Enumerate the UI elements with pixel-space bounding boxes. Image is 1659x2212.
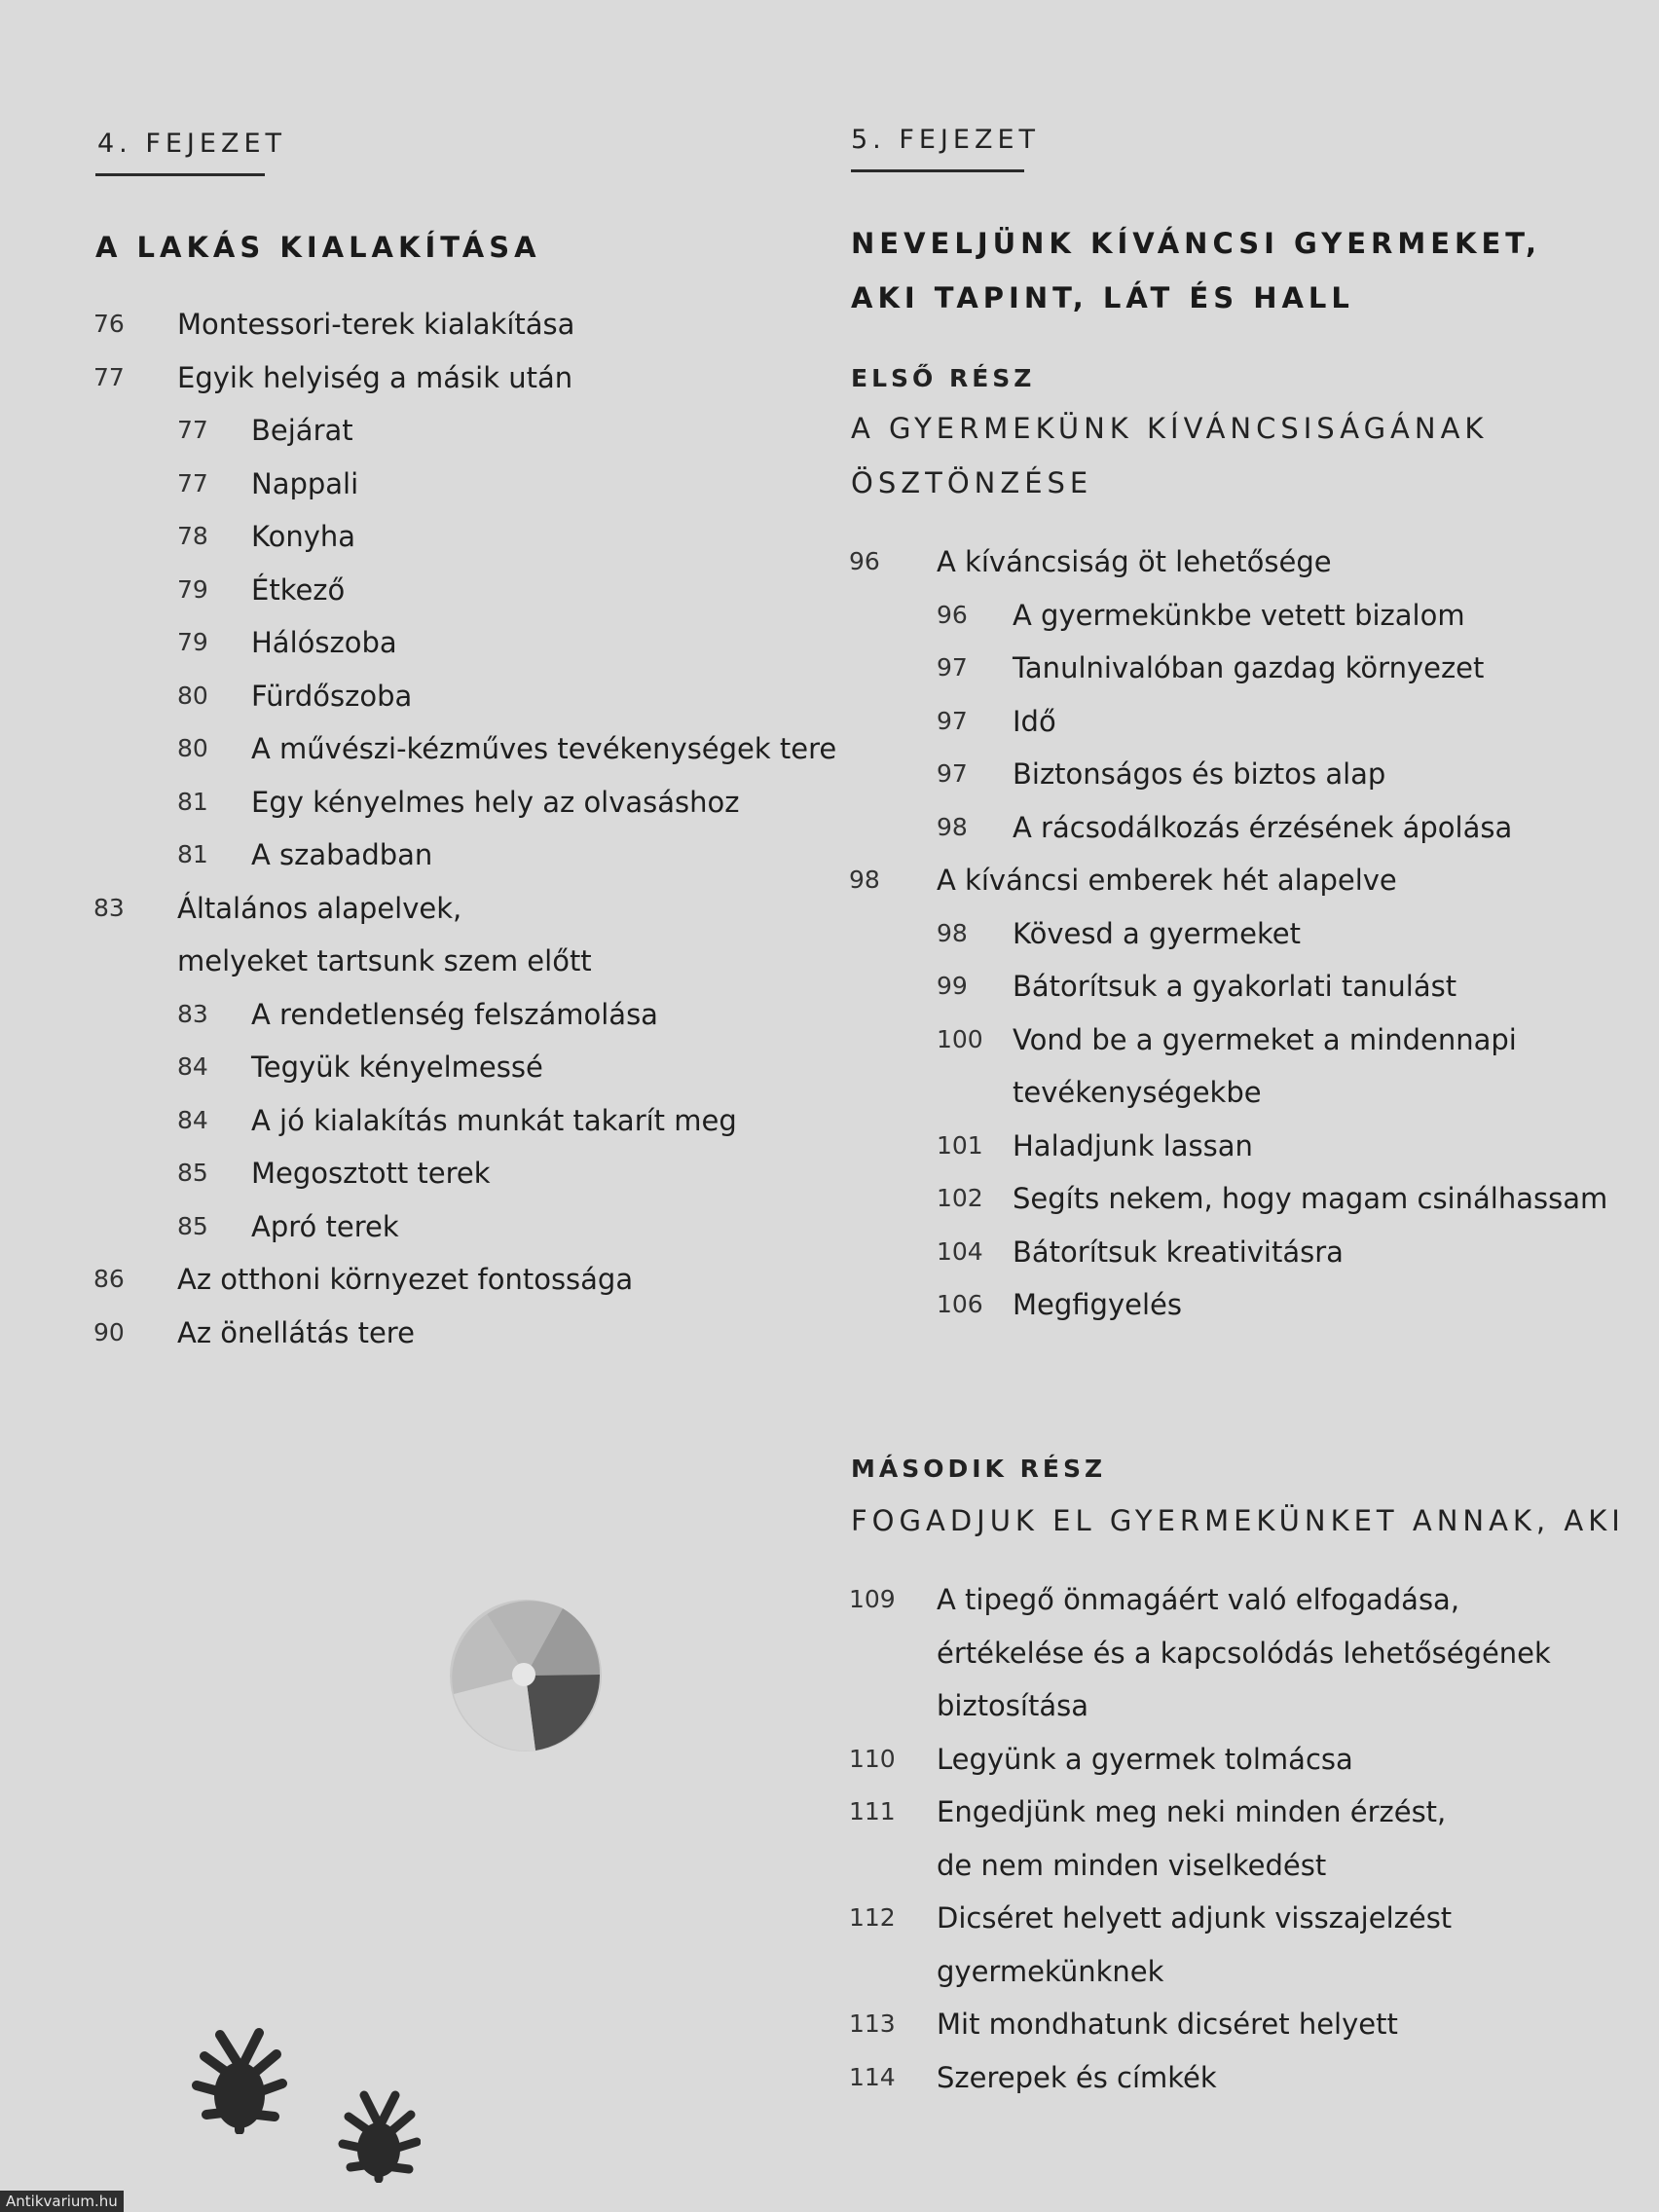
toc-page-number: 102	[937, 1184, 983, 1212]
toc-page-number: 77	[93, 362, 125, 391]
part-title-line: ÖSZTÖNZÉSE	[851, 466, 1093, 499]
toc-entry	[849, 1733, 1628, 1787]
toc-entry	[93, 988, 833, 1042]
toc-page-number: 86	[93, 1265, 125, 1293]
toc-entry-title: Megfigyelés	[1013, 1288, 1182, 1321]
toc-page-number: 97	[937, 706, 968, 735]
toc-entry-title: Általános alapelvek,	[177, 891, 462, 925]
toc-page-number: 79	[177, 574, 208, 604]
toc-entry-title: Dicséret helyett adjunk visszajelzést	[937, 1901, 1453, 1935]
toc-page-number: 109	[849, 1585, 896, 1613]
chapter-title-line: NEVELJÜNK KÍVÁNCSI GYERMEKET,	[851, 227, 1541, 260]
toc-entry	[93, 1200, 833, 1254]
part-title-line: A GYERMEKÜNK KÍVÁNCSISÁGÁNAK	[851, 412, 1489, 445]
toc-entry-title: Mit mondhatunk dicséret helyett	[937, 2008, 1398, 2041]
toc-entry	[849, 1120, 1628, 1173]
toc-entry-title: Szerepek és címkék	[937, 2060, 1217, 2094]
toc-page-number: 80	[177, 681, 208, 710]
chapter-label: 5. FEJEZET	[851, 125, 1041, 155]
toc-entry-title: A kíváncsiság öt lehetősége	[937, 545, 1332, 578]
toc-entry	[849, 1014, 1628, 1067]
toc-entry	[849, 1998, 1628, 2051]
toc-entry	[93, 458, 833, 511]
toc-list-part-1	[849, 535, 1628, 1332]
part-1-title	[851, 401, 1488, 510]
toc-page-number: 78	[177, 522, 208, 550]
toc-list-part-2	[849, 1573, 1628, 2104]
toc-entry	[849, 1573, 1628, 1627]
watermark: Antikvarium.hu	[0, 2191, 124, 2212]
toc-entry-title: Étkező	[251, 572, 346, 607]
toc-page-number: 96	[937, 600, 968, 629]
toc-page-number: 76	[93, 310, 125, 338]
toc-entry-title: Tegyük kényelmessé	[251, 1051, 543, 1084]
toc-entry-title: Tanulnivalóban gazdag környezet	[1013, 651, 1485, 684]
toc-entry	[93, 1094, 833, 1148]
toc-entry	[849, 854, 1628, 907]
toc-entry-title: Fürdőszoba	[251, 679, 413, 713]
toc-entry-title: Haladjunk lassan	[1013, 1128, 1253, 1162]
chapter-underline	[95, 173, 265, 176]
toc-page-number: 114	[849, 2062, 896, 2091]
toc-entry	[93, 1147, 833, 1200]
part-2-title	[851, 1493, 1625, 1548]
toc-entry	[849, 1786, 1628, 1839]
toc-entry-title: Hálószoba	[251, 626, 397, 659]
toc-page-number: 112	[849, 1903, 896, 1932]
toc-page-number: 98	[937, 812, 968, 841]
toc-entry	[93, 616, 833, 670]
chapter-label: 4. FEJEZET	[97, 129, 287, 159]
toc-entry	[849, 2051, 1628, 2105]
toc-entry-title: Bejárat	[251, 414, 353, 447]
toc-entry-title: Nappali	[251, 466, 359, 500]
toc-entry	[849, 1839, 1628, 1893]
toc-entry	[93, 1041, 833, 1094]
toc-page-number: 84	[177, 1052, 208, 1081]
toc-entry-title: Egyik helyiség a másik után	[177, 360, 573, 394]
toc-entry	[93, 351, 833, 405]
toc-page-number: 97	[937, 759, 968, 788]
toc-page-number: 83	[177, 999, 208, 1028]
toc-entry-title: Az önellátás tere	[177, 1315, 415, 1349]
beach-ball-icon	[448, 1597, 604, 1754]
toc-entry	[93, 722, 837, 776]
toc-entry-title: értékelése és a kapcsolódás lehetőségének	[937, 1636, 1551, 1670]
toc-entry-title: Egy kényelmes hely az olvasáshoz	[251, 785, 740, 819]
toc-entry-title: tevékenységekbe	[1013, 1076, 1262, 1109]
toc-entry-title: de nem minden viselkedést	[937, 1848, 1327, 1882]
toc-page-number: 81	[177, 787, 208, 816]
toc-page-number: 77	[177, 468, 208, 498]
toc-entry-title: A szabadban	[251, 838, 433, 871]
toc-entry-title: A művészi-kézműves tevékenységek tere	[251, 732, 837, 765]
toc-page-number: 90	[93, 1317, 125, 1346]
toc-entry	[849, 589, 1628, 643]
toc-entry-title: Megosztott terek	[251, 1157, 491, 1190]
toc-entry	[849, 801, 1628, 855]
toc-entry-title: Idő	[1013, 704, 1056, 738]
part-title-line: FOGADJUK EL GYERMEKÜNKET ANNAK, AKI	[851, 1504, 1625, 1537]
toc-entry-title: gyermekünknek	[937, 1954, 1164, 1988]
chapter-title-line: AKI TAPINT, LÁT ÉS HALL	[851, 281, 1354, 314]
toc-entry-title: A tipegő önmagáért való elfogadása,	[937, 1583, 1460, 1616]
toc-entry-title: A jó kialakítás munkát takarít meg	[251, 1103, 737, 1137]
toc-entry-title: melyeket tartsunk szem előtt	[177, 944, 592, 977]
toc-entry	[93, 510, 833, 564]
toc-page-number: 99	[937, 972, 968, 1000]
part-2-label: MÁSODIK RÉSZ	[851, 1455, 1107, 1483]
toc-entry	[849, 642, 1628, 695]
toc-entry-title: Engedjünk meg neki minden érzést,	[937, 1795, 1447, 1828]
toc-page-number: 77	[177, 416, 208, 444]
toc-page-number: 111	[849, 1797, 896, 1825]
toc-entry	[849, 960, 1628, 1014]
toc-entry	[849, 1627, 1628, 1680]
leaf-stamp-icon	[337, 2089, 421, 2183]
toc-entry	[849, 1278, 1628, 1332]
toc-entry	[849, 1679, 1628, 1733]
toc-entry	[93, 298, 833, 351]
toc-entry	[849, 1226, 1628, 1279]
toc-page-number: 84	[177, 1105, 208, 1134]
toc-entry	[93, 829, 833, 882]
toc-entry	[849, 1945, 1628, 1999]
toc-entry	[93, 935, 833, 988]
toc-entry-title: Konyha	[251, 520, 356, 553]
toc-list	[93, 298, 837, 1359]
chapter-underline	[851, 169, 1024, 172]
chapter-title: A LAKÁS KIALAKÍTÁSA	[95, 231, 541, 264]
toc-entry-title: Az otthoni környezet fontossága	[177, 1263, 634, 1296]
toc-entry	[93, 1253, 833, 1307]
toc-page-number: 96	[849, 547, 880, 575]
toc-entry	[849, 907, 1628, 961]
toc-page-number: 104	[937, 1236, 983, 1266]
toc-entry-title: Kövesd a gyermeket	[1013, 916, 1301, 950]
toc-entry-title: Legyünk a gyermek tolmácsa	[937, 1742, 1353, 1776]
toc-entry-title: Bátorítsuk kreativitásra	[1013, 1235, 1344, 1269]
toc-entry-title: A rácsodálkozás érzésének ápolása	[1013, 810, 1513, 844]
toc-entry	[849, 695, 1628, 749]
toc-entry-title: A gyermekünkbe vetett bizalom	[1013, 598, 1465, 632]
toc-entry	[93, 564, 833, 617]
toc-page-number: 97	[937, 653, 968, 682]
toc-entry	[849, 1172, 1628, 1226]
toc-page-number: 85	[177, 1211, 208, 1240]
toc-entry-title: A rendetlenség felszámolása	[251, 997, 658, 1031]
toc-page-number: 110	[849, 1744, 896, 1773]
toc-entry	[849, 1066, 1628, 1120]
toc-entry-title: biztosítása	[937, 1689, 1088, 1722]
toc-page-number: 98	[937, 918, 968, 947]
toc-entry	[849, 1892, 1628, 1945]
toc-page-number: 81	[177, 840, 208, 868]
toc-page-number: 101	[937, 1130, 983, 1160]
toc-page-number: 100	[937, 1024, 983, 1053]
toc-page-number: 106	[937, 1290, 983, 1318]
toc-entry	[93, 776, 833, 830]
toc-page-number: 85	[177, 1159, 208, 1187]
toc-entry	[93, 670, 833, 723]
toc-entry-title: Biztonságos és biztos alap	[1013, 757, 1386, 791]
chapter-title	[851, 216, 1541, 325]
toc-entry	[93, 404, 833, 458]
toc-page-number: 80	[177, 734, 208, 762]
toc-entry-title: Segíts nekem, hogy magam csinálhassam	[1013, 1182, 1608, 1215]
toc-entry-title: Montessori-terek kialakítása	[177, 308, 575, 341]
toc-entry	[849, 748, 1628, 801]
toc-entry-title: Apró terek	[251, 1209, 399, 1243]
part-1-label: ELSŐ RÉSZ	[851, 364, 1036, 392]
toc-entry-title: A kíváncsi emberek hét alapelve	[937, 864, 1397, 897]
toc-entry	[849, 535, 1628, 589]
leaf-stamp-icon	[191, 2027, 288, 2134]
toc-page-number: 113	[849, 2009, 896, 2038]
toc-page-number: 79	[177, 628, 208, 656]
toc-entry-title: Bátorítsuk a gyakorlati tanulást	[1013, 970, 1457, 1003]
toc-entry-title: Vond be a gyermeket a mindennapi	[1013, 1022, 1517, 1056]
toc-page-number: 83	[93, 893, 125, 922]
toc-page-number: 98	[849, 866, 880, 894]
toc-entry	[93, 1307, 833, 1360]
toc-entry	[93, 882, 833, 936]
